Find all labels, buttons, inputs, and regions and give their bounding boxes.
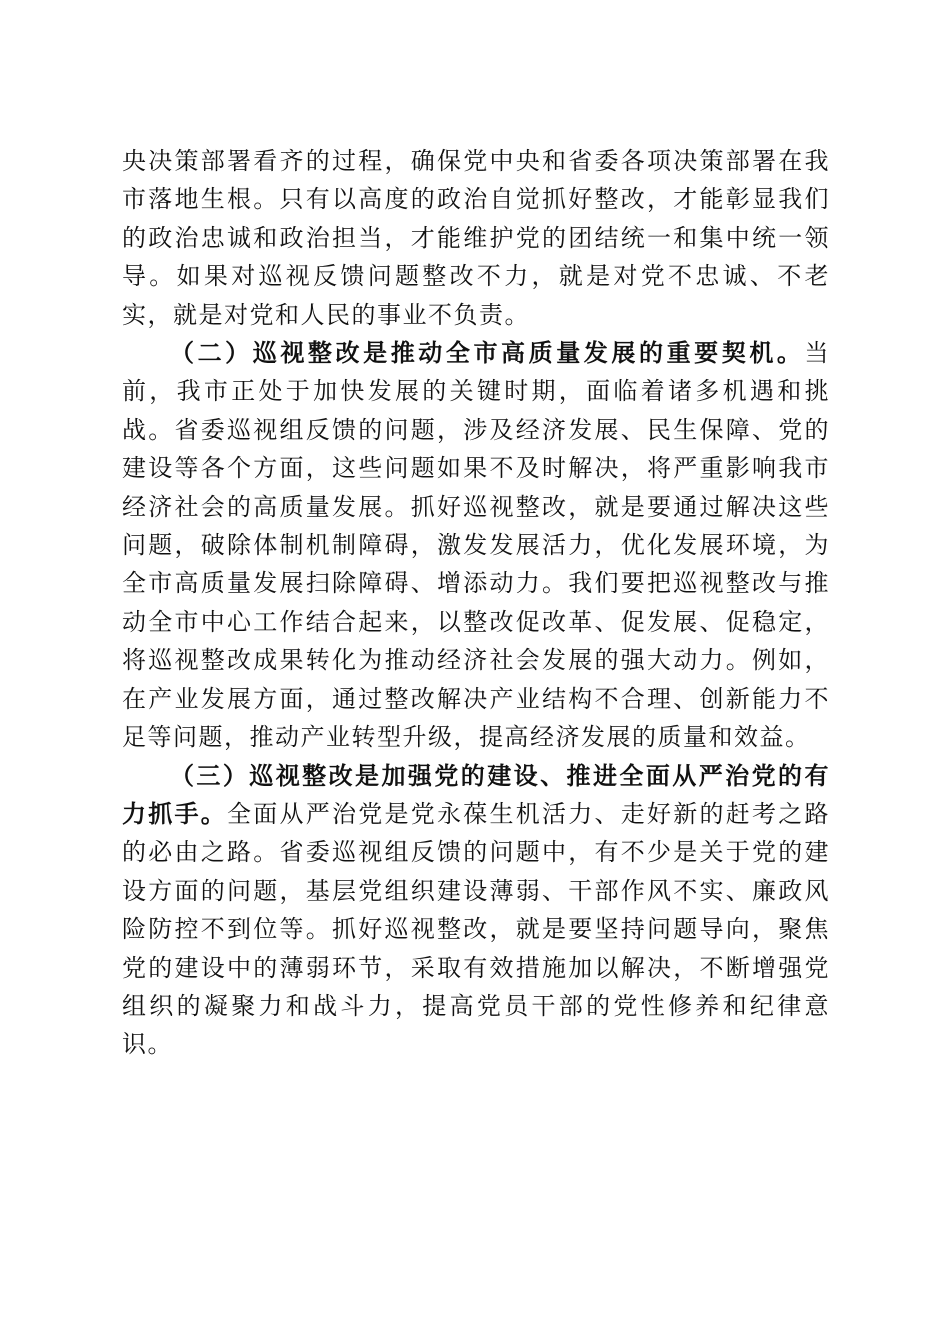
paragraph-text: 央决策部署看齐的过程，确保党中央和省委各项决策部署在我市落地生根。只有以高度的政治自觉抓好整改，才能彰显我们的政治忠诚和政治担当，才能维护党的团结统一和集中统一领导。如果对巡视反馈问题整改不力，就是对党不忠诚、不老实，就是对党和人民的事业不负责。	[122, 147, 830, 329]
paragraph-section-3	[122, 757, 830, 1064]
paragraph-section-2	[122, 334, 830, 756]
section-heading: （三）巡视整改是加强党的建设、推进全面从严治党的有力抓手。	[122, 761, 830, 828]
paragraph-text: 全面从严治党是党永葆生机活力、走好新的赶考之路的必由之路。省委巡视组反馈的问题中，有不少是关于党的建设方面的问题，基层党组织建设薄弱、干部作风不实、廉政风险防控不到位等。抓好巡视整改，就是要坚持问题导向，聚焦党的建设中的薄弱环节，采取有效措施加以解决，不断增强党组织的凝聚力和战斗力，提高党员干部的党性修养和纪律意识。	[122, 799, 830, 1059]
section-heading: （二）巡视整改是推动全市高质量发展的重要契机。	[170, 339, 805, 368]
paragraph-text: 当前，我市正处于加快发展的关键时期，面临着诸多机遇和挑战。省委巡视组反馈的问题，涉及经济发展、民生保障、党的建设等各个方面，这些问题如果不及时解决，将严重影响我市经济社会的高质量发展。抓好巡视整改，就是要通过解决这些问题，破除体制机制障碍，激发发展活力，优化发展环境，为全市高质量发展扫除障碍、增添动力。我们要把巡视整改与推动全市中心工作结合起来，以整改促改革、促发展、促稳定，将巡视整改成果转化为推动经济社会发展的强大动力。例如，在产业发展方面，通过整改解决产业结构不合理、创新能力不足等问题，推动产业转型升级，提高经济发展的质量和效益。	[122, 339, 830, 752]
paragraph-continuation	[122, 142, 830, 334]
